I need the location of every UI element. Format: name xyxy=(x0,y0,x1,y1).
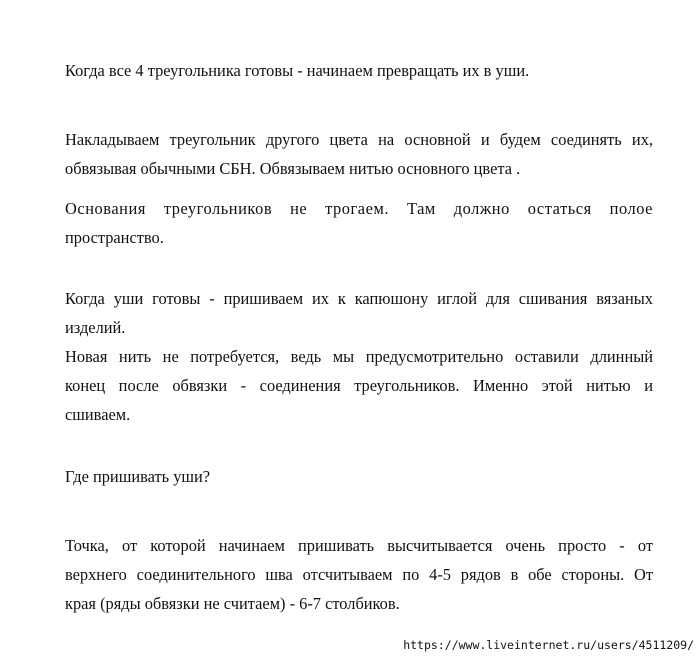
text-line: Основания треугольников не трогаем. Там должно остаться полое xyxy=(65,199,653,218)
paragraph-bases xyxy=(65,194,653,252)
text-line: обвязывая обычными СБН. Обвязываем нитью основного цвета . xyxy=(65,159,521,178)
text-line: края (ряды обвязки не считаем) - 6-7 столбиков. xyxy=(65,594,400,613)
paragraph-point xyxy=(65,531,653,618)
paragraph-thread xyxy=(65,342,653,429)
text-line: сшиваем. xyxy=(65,405,131,424)
paragraph-overlay-triangle xyxy=(65,125,653,183)
text-line: Новая нить не потребуется, ведь мы предусмотрительно оставили длинный xyxy=(65,347,653,366)
text-line: Когда уши готовы - пришиваем их к капюшону иглой для сшивания вязаных xyxy=(65,289,653,308)
paragraph-ears-intro xyxy=(65,56,653,85)
source-url-watermark: https://www.liveinternet.ru/users/4511209/ xyxy=(403,638,694,652)
text-line: конец после обвязки - соединения треугольников. Именно этой нитью и xyxy=(65,376,653,395)
text-line: верхнего соединительного шва отсчитываем по 4-5 рядов в обе стороны. От xyxy=(65,565,653,584)
text-line: Когда все 4 треугольника готовы - начинаем превращать их в уши. xyxy=(65,61,530,80)
paragraph-sew-ears xyxy=(65,284,653,342)
paragraph-where-question xyxy=(65,462,653,491)
text-line: Накладываем треугольник другого цвета на основной и будем соединять их, xyxy=(65,130,653,149)
text-line: Где пришивать уши? xyxy=(65,467,211,486)
text-line: изделий. xyxy=(65,318,126,337)
text-line: пространство. xyxy=(65,228,164,247)
text-line: Точка, от которой начинаем пришивать высчитывается очень просто - от xyxy=(65,536,653,555)
